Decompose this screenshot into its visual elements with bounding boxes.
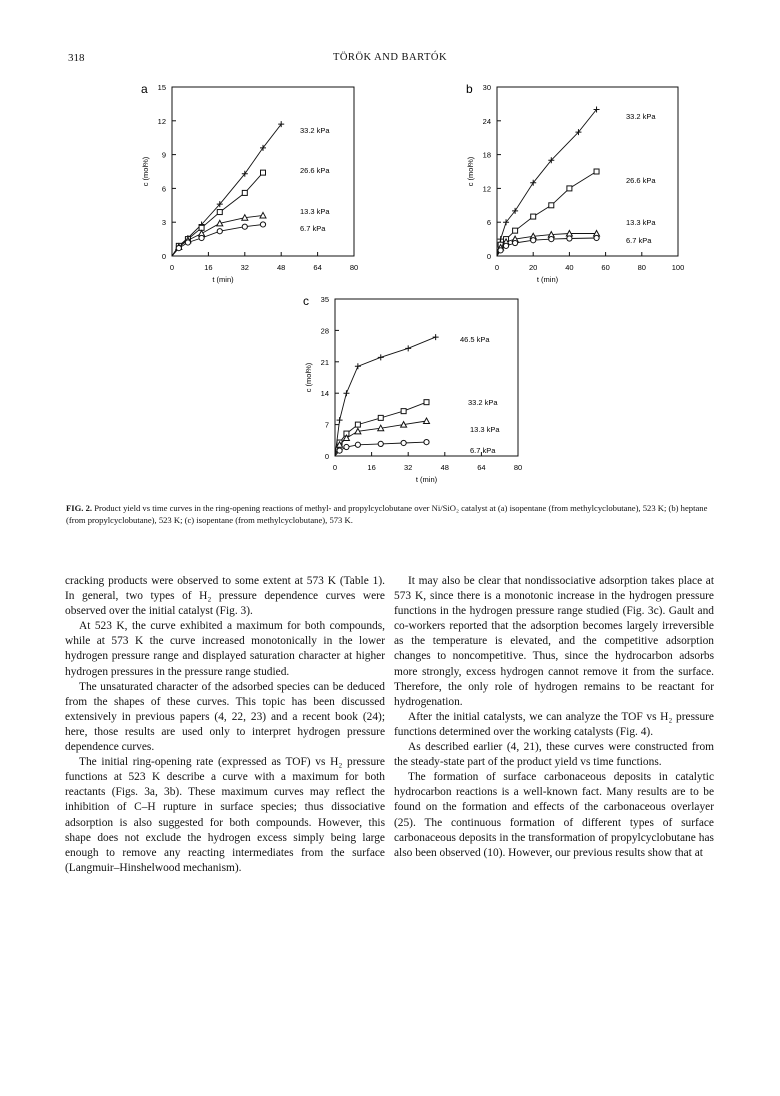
series-label: 33.2 kPa [626,112,656,121]
x-tick-label: 0 [494,263,500,272]
data-point [594,169,599,174]
x-axis-label: t (min) [212,275,234,284]
series-label: 6.7 kPa [470,446,496,455]
y-axis-label: c (mol%) [141,156,150,187]
x-tick-label: 60 [601,263,610,272]
x-tick-label: 0 [169,263,175,272]
caption-label: FIG. 2. [66,503,93,513]
x-tick-label: 48 [440,463,449,472]
data-point [176,246,181,251]
x-tick-label: 32 [404,463,413,472]
y-tick-label: 0 [324,452,329,461]
x-tick-label: 80 [513,463,523,472]
y-tick-label: 0 [161,252,166,261]
series-label: 13.3 kPa [470,425,500,434]
panel-label: c [303,294,309,308]
data-point [355,363,361,369]
series-line [172,215,263,256]
data-point [355,442,360,447]
y-tick-label: 6 [161,184,166,194]
data-point [378,441,383,446]
y-tick-label: 24 [482,116,491,126]
data-point [401,409,406,414]
y-tick-label: 15 [157,83,166,92]
series-line [497,234,597,257]
data-point [424,400,429,405]
y-tick-label: 12 [482,184,491,194]
x-axis-label: t (min) [536,275,559,284]
data-point [498,236,504,242]
series-label: 33.2 kPa [300,126,330,135]
y-tick-label: 0 [486,252,491,261]
data-point [199,235,204,240]
series-label: 26.6 kPa [626,176,656,185]
series-label: 26.6 kPa [300,166,330,175]
series-line [335,337,436,456]
caption-text: Product yield vs time curves in the ring-opening reactions of methyl- and propylcyclobutane over Ni/SiO₂ catalyst at (a) isopentane (from methylcyclobutane), 523 K; (b) heptane (from propylcyclobutane), 523 K; (c) isopentane (from methylcyclobutane), 573 K. [66,503,708,525]
data-point [498,248,503,253]
body-column-left [65,574,385,876]
data-point [261,170,266,175]
x-tick-label: 100 [671,263,685,272]
x-tick-label: 48 [277,263,286,272]
x-tick-label: 80 [349,263,359,272]
paragraph: It may also be clear that nondissociative adsorption takes place at 573 K, since there is a monotonic increase in the hydrogen pressure functions in the hydrogen pressure range studied (Fig. 3c). Gault and co-workers reported that the adsorption becomes largely irreversible as the temperature is elevated, and the competitive adsorption changes to noncompetitive. Thus, since the hydrocarbon adsorbs more strongly, excess hydrogen cannot remove it from the surface. Therefore, the only role of hydrogen remains to be reactant for hydrogenation. [394,575,714,708]
body-column-right [394,574,714,861]
data-point [260,212,266,218]
paragraph: cracking products were observed to some extent at 573 K (Table 1). In general, two types of H₂ pressure dependence curves were observed over the initial catalyst (Fig. 3). [65,575,385,618]
series-label: 33.2 kPa [468,398,498,407]
data-point [343,390,349,396]
data-point [337,448,342,453]
data-point [513,228,518,233]
panel-label: a [141,82,148,96]
data-point [567,186,572,191]
data-point [424,418,430,424]
data-point [405,345,411,351]
data-point [503,243,508,248]
data-point [242,224,247,229]
x-tick-label: 64 [477,463,486,472]
data-point [337,417,343,423]
panel-label: b [466,82,473,96]
y-tick-label: 9 [161,150,166,160]
x-tick-label: 20 [529,263,538,272]
y-tick-label: 28 [320,326,329,336]
data-point [424,439,429,444]
series-label: 46.5 kPa [460,335,490,344]
data-point [185,240,190,245]
y-tick-label: 14 [320,389,329,399]
x-tick-label: 16 [367,463,376,472]
paragraph: At 523 K, the curve exhibited a maximum for both compounds, while at 573 K the curve increased monotonically in the lower hydrogen pressure range and displayed saturation character at higher hydrogen pressures in the pressure range studied. [65,620,385,678]
x-tick-label: 64 [313,263,322,272]
y-tick-label: 12 [157,116,166,126]
series-line [497,238,597,256]
y-tick-label: 7 [324,420,329,430]
paragraph: After the initial catalysts, we can analyze the TOF vs H₂ pressure functions determined over the working catalysts (Fig. 4). [394,710,714,738]
data-point [549,203,554,208]
data-point [433,334,439,340]
data-point [355,422,360,427]
paragraph: The formation of surface carbonaceous deposits in catalytic hydrocarbon reactions is a well-known fact. Many results are to be found on the formation and effects of the carbonaceous overlayer (25). The continuous formation of different types of surface carbonaceous deposits in the transformation of propylcyclobutane has also been observed (10). However, our previous results show that at [394,771,714,859]
series-label: 6.7 kPa [300,224,326,233]
data-point [217,229,222,234]
series-label: 13.3 kPa [626,218,656,227]
figure-caption [66,502,714,526]
y-tick-label: 3 [161,218,166,228]
data-point [549,237,554,242]
y-tick-label: 18 [482,150,491,160]
data-point [594,235,599,240]
series-label: 6.7 kPa [626,236,652,245]
y-axis-label: c (mol%) [304,362,313,393]
data-point [378,415,383,420]
y-axis-label: c (mol%) [466,156,475,187]
x-tick-label: 16 [204,263,213,272]
paragraph: As described earlier (4, 21), these curves were constructed from the steady-state part of the product yield vs time functions. [394,741,714,769]
running-head: TÖRÖK AND BARTÓK [332,52,448,63]
x-axis-label: t (min) [415,475,438,484]
series-line [497,172,597,257]
page-number: 318 [68,52,85,64]
data-point [531,238,536,243]
y-tick-label: 35 [320,295,329,304]
data-point [567,236,572,241]
data-point [531,214,536,219]
x-tick-label: 32 [240,263,249,272]
paragraph: The unsaturated character of the adsorbed species can be deduced from the shapes of these curves. This topic has been discussed extensively in previous papers (4, 22, 23) and a recent book (24); here, those results are used only to interpret hydrogen pressure dependence curves. [65,680,385,754]
data-point [401,440,406,445]
x-tick-label: 80 [637,263,646,272]
data-point [217,210,222,215]
x-tick-label: 40 [565,263,574,272]
data-point [242,190,247,195]
data-point [513,240,518,245]
series-label: 13.3 kPa [300,207,330,216]
figure-2 [0,0,780,500]
data-point [378,354,384,360]
data-point [260,222,265,227]
y-tick-label: 30 [482,83,491,92]
y-tick-label: 21 [320,357,329,367]
x-tick-label: 0 [332,463,338,472]
data-point [344,444,349,449]
paragraph: The initial ring-opening rate (expressed as TOF) vs H₂ pressure functions at 523 K describe a curve with a maximum for both reactants (Figs. 3a, 3b). These maximum curves may reflect the inhibition of C–H rupture in surface species; thus dissociative adsorption is also suggested for both compounds. However, this shape does not exclude the hydrogen excess simply being large enough to remove any reacting intermediates from the surface (Langmuir–Hinshelwood mechanism). [65,756,385,874]
y-tick-label: 6 [486,218,491,228]
